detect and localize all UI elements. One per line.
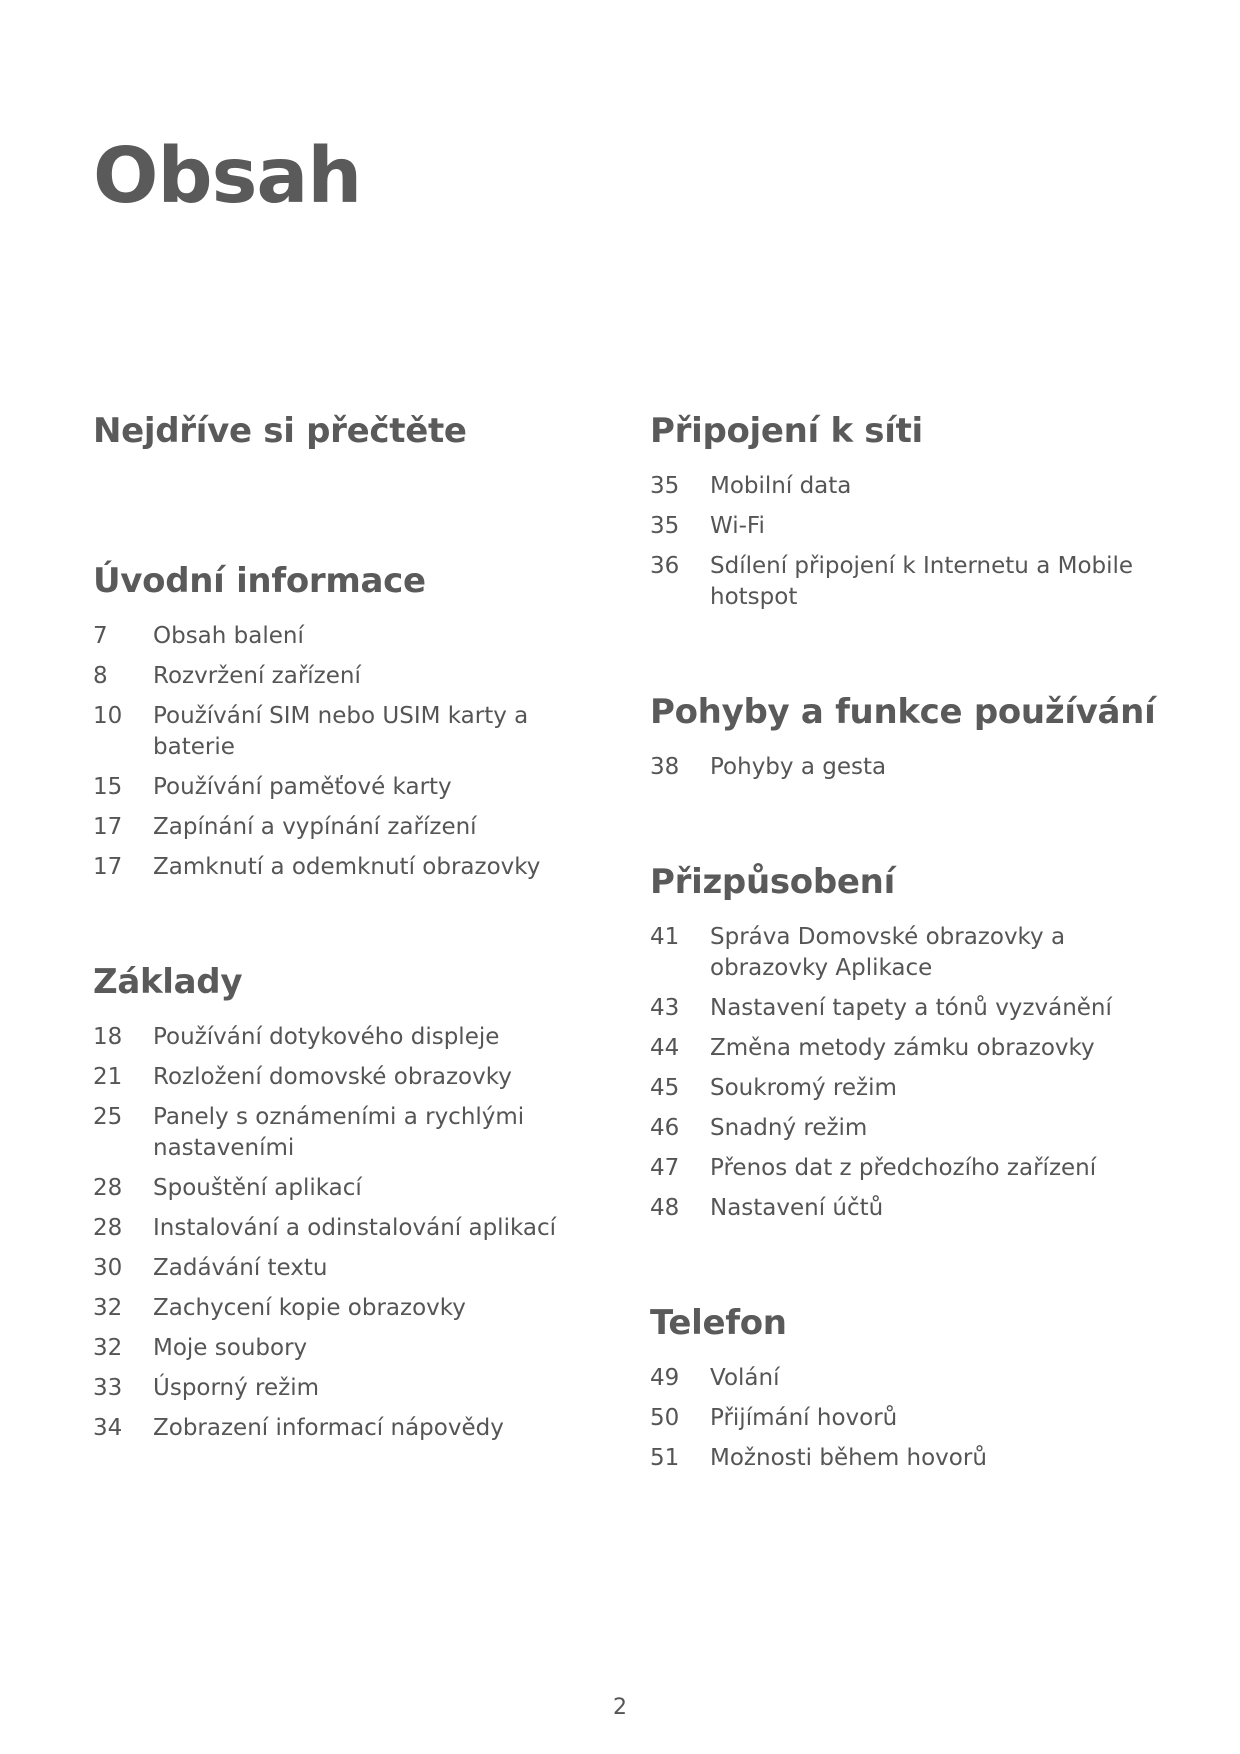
toc-page-number: 21 [93,1064,123,1090]
toc-entry-label: Zobrazení informací nápovědy [153,1415,504,1441]
toc-entry-label: Snadný režim [710,1115,868,1141]
toc-entry[interactable] [93,701,613,763]
toc-section [650,688,1170,783]
toc-entry[interactable] [650,993,1170,1024]
toc-entry[interactable] [93,1333,613,1364]
toc-entry-label: Zadávání textu [153,1255,328,1281]
toc-entry[interactable] [650,1153,1170,1184]
toc-entry[interactable] [93,1173,613,1204]
toc-page-number: 41 [650,924,680,950]
toc-page-number: 35 [650,513,680,539]
toc-page-number: 33 [93,1375,123,1401]
toc-page-number: 32 [93,1295,123,1321]
toc-page-number: 34 [93,1415,123,1441]
toc-entry[interactable] [650,1403,1170,1434]
section-title[interactable]: Nejdříve si přečtěte [93,411,467,451]
toc-page-number: 25 [93,1104,123,1130]
toc-entry[interactable] [650,1113,1170,1144]
toc-page-number: 45 [650,1075,680,1101]
toc-entry-label: Pohyby a gesta [710,754,887,780]
toc-entry-label: Nastavení účtů [710,1195,884,1221]
toc-entry-label: Možnosti během hovorů [710,1445,987,1471]
toc-entry[interactable] [650,511,1170,542]
toc-page-number: 48 [650,1195,680,1221]
page-number: 2 [613,1695,627,1720]
toc-entry[interactable] [650,471,1170,502]
toc-entry[interactable] [93,1293,613,1324]
toc-entry[interactable] [650,1073,1170,1104]
page-title: Obsah [93,132,362,221]
toc-page-number: 10 [93,703,123,729]
toc-entry-label: Panely s oznámeními a rychlými nastaveními [153,1104,525,1161]
toc-entry[interactable] [650,752,1170,783]
toc-page-number: 38 [650,754,680,780]
toc-entry[interactable] [650,551,1170,613]
toc-section [650,407,1170,613]
toc-entry[interactable] [93,1373,613,1404]
toc-page-number: 35 [650,473,680,499]
toc-entry-label: Obsah balení [153,623,304,649]
toc-page-number: 15 [93,774,123,800]
toc-section [650,858,1170,1224]
toc-entry-label: Zachycení kopie obrazovky [153,1295,466,1321]
toc-page-number: 30 [93,1255,123,1281]
section-title[interactable]: Základy [93,962,243,1002]
toc-entry-label: Úsporný režim [153,1375,320,1401]
toc-entry[interactable] [650,1033,1170,1064]
toc-entry[interactable] [93,1253,613,1284]
toc-entry[interactable] [93,772,613,803]
toc-entry-label: Nastavení tapety a tónů vyzvánění [710,995,1112,1021]
toc-entry-label: Používání dotykového displeje [153,1024,500,1050]
toc-entry[interactable] [93,1102,613,1164]
toc-page-number: 7 [93,623,108,649]
toc-entry[interactable] [93,1062,613,1093]
toc-page-number: 28 [93,1215,123,1241]
toc-entry-label: Mobilní data [710,473,852,499]
toc-entry-label: Instalování a odinstalování aplikací [153,1215,557,1241]
toc-entry-label: Sdílení připojení k Internetu a Mobile hotspot [710,553,1134,610]
toc-section [93,958,613,1444]
toc-page-number: 36 [650,553,680,579]
toc-section [93,407,613,455]
toc-page-number: 51 [650,1445,680,1471]
toc-entry-label: Přijímání hovorů [710,1405,898,1431]
toc-section [650,1299,1170,1474]
toc-entry[interactable] [93,1022,613,1053]
toc-entry-label: Změna metody zámku obrazovky [710,1035,1095,1061]
section-title[interactable]: Úvodní informace [93,561,426,601]
toc-column-right [650,407,1170,1483]
toc-entry[interactable] [650,1193,1170,1224]
toc-entry-label: Wi-Fi [710,513,765,539]
toc-entry[interactable] [93,1213,613,1244]
toc-entry[interactable] [93,812,613,843]
toc-entry-label: Správa Domovské obrazovky a obrazovky Aplikace [710,924,1066,981]
section-title[interactable]: Telefon [650,1303,787,1343]
toc-page-number: 17 [93,854,123,880]
toc-page-number: 43 [650,995,680,1021]
toc-entry[interactable] [650,1363,1170,1394]
toc-page-number: 28 [93,1175,123,1201]
toc-column-left [93,407,613,1453]
toc-entry-label: Volání [710,1365,780,1391]
toc-page-number: 32 [93,1335,123,1361]
toc-entry-label: Rozložení domovské obrazovky [153,1064,512,1090]
toc-entry[interactable] [93,852,613,883]
toc-entry[interactable] [650,1443,1170,1474]
toc-page-number: 17 [93,814,123,840]
toc-page-number: 44 [650,1035,680,1061]
toc-entry-label: Spouštění aplikací [153,1175,362,1201]
toc-entry[interactable] [93,621,613,652]
toc-entry-label: Moje soubory [153,1335,308,1361]
toc-entry-label: Soukromý režim [710,1075,897,1101]
toc-entry-label: Přenos dat z předchozího zařízení [710,1155,1097,1181]
toc-entry-label: Zapínání a vypínání zařízení [153,814,477,840]
toc-page-number: 47 [650,1155,680,1181]
section-title[interactable]: Přizpůsobení [650,862,895,902]
toc-entry[interactable] [650,922,1170,984]
section-title[interactable]: Pohyby a funkce používání [650,692,1156,732]
toc-entry[interactable] [93,1413,613,1444]
toc-page-number: 18 [93,1024,123,1050]
toc-page-number: 46 [650,1115,680,1141]
toc-entry-label: Používání SIM nebo USIM karty a baterie [153,703,529,760]
toc-page-number: 8 [93,663,108,689]
toc-entry-label: Zamknutí a odemknutí obrazovky [153,854,541,880]
toc-entry[interactable] [93,661,613,692]
toc-entry-label: Rozvržení zařízení [153,663,361,689]
toc-page-number: 49 [650,1365,680,1391]
section-title[interactable]: Připojení k síti [650,411,923,451]
toc-page-number: 50 [650,1405,680,1431]
toc-entry-label: Používání paměťové karty [153,774,452,800]
toc-section [93,557,613,883]
